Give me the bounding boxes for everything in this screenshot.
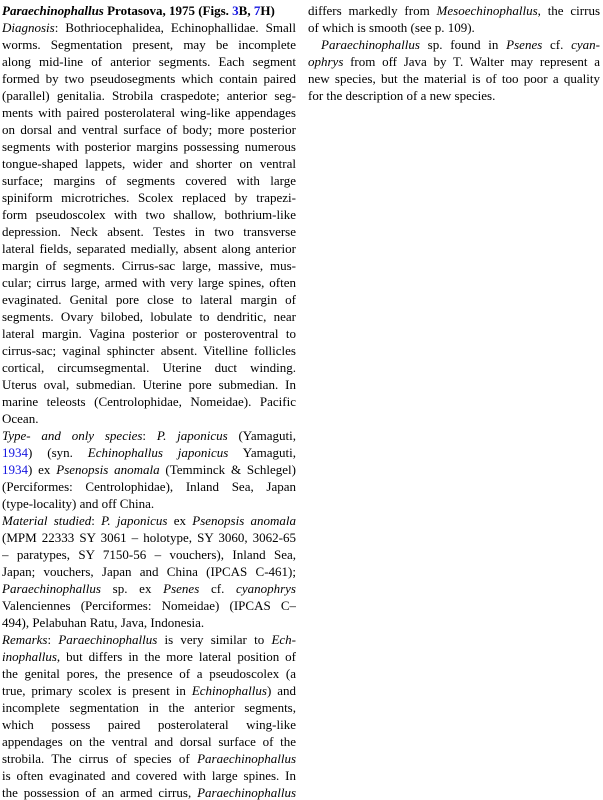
text-segment: P. japonicus <box>101 513 168 528</box>
text-segment: margin of segments. Cirrus-sac large, massive, mus- <box>2 258 296 273</box>
text-line <box>2 563 296 580</box>
text-segment: Japan; vouchers, Japan and China (IPCAS C-461); <box>2 564 296 579</box>
text-segment: the possession of an armed cirrus, <box>2 785 198 800</box>
text-segment: from off Java by T. Walter may represent a <box>343 54 600 69</box>
text-segment: Protasova, 1975 (Figs. <box>103 3 233 18</box>
text-segment: Echinophallus <box>191 683 267 698</box>
text-segment: ) (syn. <box>28 445 88 460</box>
text-line <box>2 240 296 257</box>
text-line <box>2 410 296 427</box>
text-line <box>2 716 296 733</box>
text-line <box>2 257 296 274</box>
text-line <box>2 70 296 87</box>
text-segment: ophrys <box>308 54 344 69</box>
text-segment: lateral margin. Vagina posterior or posteroventral to <box>2 326 296 341</box>
text-segment: Psenes <box>506 37 543 52</box>
text-line <box>2 427 296 444</box>
text-segment: (type-locality) and off China. <box>2 496 155 511</box>
text-segment: along mid-line of anterior segments. Each segment <box>2 54 296 69</box>
text-segment: Psenopsis anomala <box>56 462 160 477</box>
text-segment: B, <box>238 3 254 18</box>
text-segment: , the cirrus <box>537 3 600 18</box>
text-line <box>308 53 600 70</box>
text-line <box>2 478 296 495</box>
text-segment: inophallus <box>2 649 57 664</box>
text-segment: Psenes <box>163 581 200 596</box>
text-segment: for the description of a new species. <box>308 88 496 103</box>
text-segment: Mesoechinophallus <box>436 3 538 18</box>
text-segment: (Perciformes: Centrolophidae), Inland Sea, Japan <box>2 479 296 494</box>
text-segment: spiniform microtriches. Scolex replaced by trapezi- <box>2 190 296 205</box>
text-segment: (Temminck & Schlegel) <box>159 462 296 477</box>
text-segment: ) ex <box>28 462 57 477</box>
text-line <box>2 189 296 206</box>
text-line <box>2 223 296 240</box>
text-segment: : <box>47 632 59 647</box>
left-column <box>2 2 296 800</box>
text-segment: Uterus oval, submedian. Uterine pore submedian. In <box>2 377 296 392</box>
text-segment: cyanophrys <box>236 581 296 596</box>
text-line <box>2 359 296 376</box>
text-segment: cular; cirrus large, armed with very large spines, often <box>2 275 296 290</box>
text-line <box>308 70 600 87</box>
text-segment: is often evaginated and covered with large spines. In <box>2 768 296 783</box>
text-line <box>2 53 296 70</box>
text-line <box>2 614 296 631</box>
text-segment: on dorsal and ventral surface of body; more posterior <box>2 122 296 137</box>
text-segment: Remarks <box>2 632 48 647</box>
text-segment: the genital pores, the presence of a pseudoscolex (a <box>2 666 296 681</box>
text-line <box>2 546 296 563</box>
text-segment: ex <box>167 513 193 528</box>
text-segment: segments. Ovary bilobed, lobulate to dendritic, near <box>2 309 296 324</box>
ref-link[interactable]: 3 <box>232 3 239 18</box>
text-line <box>2 580 296 597</box>
text-segment: sp. found in <box>419 37 507 52</box>
text-segment: formed by two pseudosegments which contain paired <box>2 71 296 86</box>
text-line <box>2 699 296 716</box>
text-line <box>2 784 296 800</box>
text-segment: segments with posterior margins possessing numerous <box>2 139 296 154</box>
text-segment: depression. Neck absent. Testes in two transverse <box>2 224 296 239</box>
text-line <box>2 597 296 614</box>
text-segment: surface; margins of segments covered with large <box>2 173 296 188</box>
text-segment: Paraechinophallus <box>58 632 158 647</box>
text-segment: true, primary scolex is present in <box>2 683 192 698</box>
text-segment: cyan- <box>571 37 600 52</box>
text-line <box>2 767 296 784</box>
text-line <box>2 138 296 155</box>
text-line <box>308 2 600 19</box>
text-segment: worms. Segmentation present, may be incomplete <box>2 37 296 52</box>
text-segment: evaginated. Genital pore close to lateral margin of <box>2 292 296 307</box>
text-segment: of which is smooth (see p. 109). <box>308 20 475 35</box>
text-line <box>2 648 296 665</box>
text-line <box>2 36 296 53</box>
text-segment: Type- and only species <box>2 428 143 443</box>
ref-link[interactable]: 1934 <box>2 445 28 460</box>
text-segment: differs markedly from <box>308 3 437 18</box>
text-segment: (MPM 22333 SY 3061 – holotype, SY 3060, 3062-65 <box>2 530 296 545</box>
text-segment: which possess paired posterolateral wing-like <box>2 717 296 732</box>
text-segment: cortical, circumsegmental. Uterine duct winding. <box>2 360 296 375</box>
text-segment: form pseudoscolex with two shallow, bothrium-like <box>2 207 296 222</box>
text-segment: is very similar to <box>157 632 272 647</box>
text-segment: cirrus-sac; vaginal sphincter absent. Vitelline follicles <box>2 343 296 358</box>
text-segment: 494), Pelabuhan Ratu, Java, Indonesia. <box>2 615 205 630</box>
text-segment: ments with paired posterolateral wing-like appendages <box>2 105 296 120</box>
text-segment: P. japonicus <box>156 428 228 443</box>
text-segment: Paraechinophallus <box>197 785 296 800</box>
text-line <box>2 104 296 121</box>
text-segment: – paratypes, SY 7150-56 – vouchers), Inland Sea, <box>2 547 296 562</box>
ref-link[interactable]: 7 <box>253 3 261 18</box>
text-segment: Paraechinophallus <box>2 3 104 18</box>
text-line <box>2 121 296 138</box>
text-segment: new species, but the material is of too poor a quality <box>308 71 600 86</box>
text-segment: marine teleosts (Centrolophidae, Nomeidae). Pacific <box>2 394 296 409</box>
text-segment: strobila. The cirrus of species of <box>2 751 198 766</box>
text-segment: appendages on the ventral and dorsal surface of the <box>2 734 296 749</box>
right-column <box>308 2 600 104</box>
text-segment: sp. ex <box>100 581 164 596</box>
text-line <box>2 274 296 291</box>
text-line <box>2 206 296 223</box>
text-segment: Echinophallus japonicus <box>87 445 229 460</box>
text-line <box>2 529 296 546</box>
text-line <box>308 19 600 36</box>
text-segment: Paraechinophallus <box>2 581 101 596</box>
text-segment: Ocean. <box>2 411 39 426</box>
text-line <box>2 682 296 699</box>
text-line <box>2 665 296 682</box>
text-segment: cf. <box>199 581 237 596</box>
text-line <box>2 733 296 750</box>
text-line <box>2 376 296 393</box>
text-segment: Paraechinophallus <box>197 751 296 766</box>
text-line <box>2 325 296 342</box>
text-line <box>2 87 296 104</box>
text-segment: Psenopsis anomala <box>192 513 296 528</box>
text-segment: (parallel) genitalia. Strobila craspedote; anterior seg- <box>2 88 296 103</box>
text-segment: Paraechinophallus <box>321 37 420 52</box>
text-segment: Ech- <box>271 632 296 647</box>
text-segment: : <box>91 513 102 528</box>
text-segment: incomplete segmentation in the anterior segments, <box>2 700 296 715</box>
text-segment: Valenciennes (Perciformes: Nomeidae) (IPCAS C– <box>2 598 296 613</box>
text-line <box>2 444 296 461</box>
text-segment: tongue-shaped lappets, wider and shorter on ventral <box>2 156 296 171</box>
text-segment: : Bothriocephalidea, Echinophallidae. Small <box>54 20 296 35</box>
text-segment: cf. <box>542 37 572 52</box>
text-line <box>308 87 600 104</box>
text-line <box>2 750 296 767</box>
text-segment: : <box>142 428 157 443</box>
text-line <box>2 512 296 529</box>
text-segment: ) and <box>266 683 296 698</box>
text-line <box>2 393 296 410</box>
text-segment: H) <box>260 3 275 18</box>
text-line <box>2 155 296 172</box>
ref-link[interactable]: 1934 <box>2 462 28 477</box>
text-line <box>2 342 296 359</box>
text-line <box>2 461 296 478</box>
text-segment: Yamaguti, <box>228 445 296 460</box>
text-line <box>2 495 296 512</box>
text-line <box>2 308 296 325</box>
text-segment: Diagnosis <box>2 20 55 35</box>
text-segment: lateral fields, separated medially, absent along anterior <box>2 241 296 256</box>
text-segment: Material studied <box>2 513 92 528</box>
text-line <box>2 291 296 308</box>
text-segment: (Yamaguti, <box>227 428 296 443</box>
text-segment: , but differs in the more lateral position of <box>56 649 296 664</box>
text-line <box>2 172 296 189</box>
text-line <box>2 631 296 648</box>
text-line <box>2 2 296 19</box>
text-line <box>308 36 600 53</box>
text-line <box>2 19 296 36</box>
